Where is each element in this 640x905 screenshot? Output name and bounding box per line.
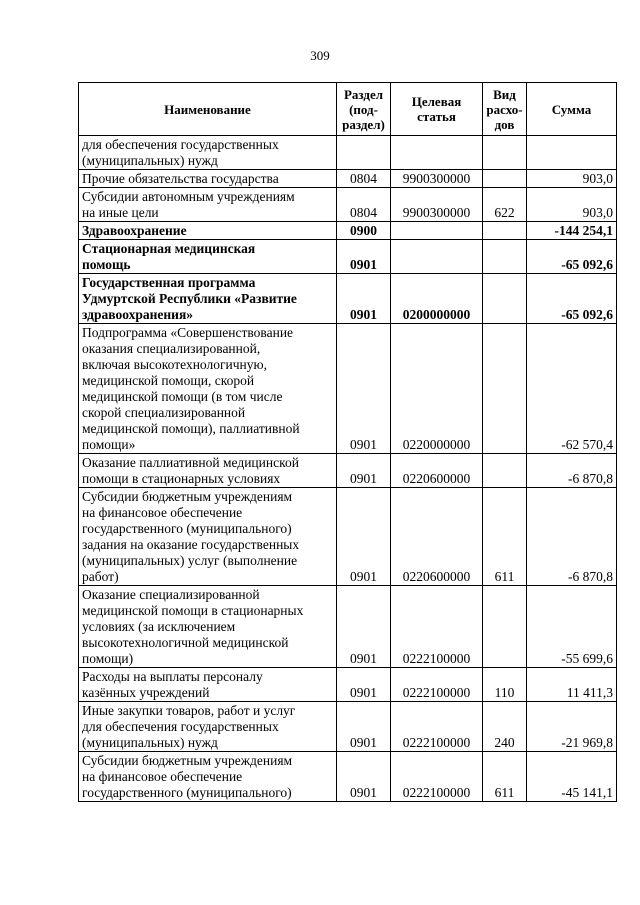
cell-name: Государственная программа Удмуртской Республики «Развитие здравоохранения» — [79, 274, 337, 324]
cell-kind: 110 — [483, 668, 527, 702]
table-row — [79, 324, 617, 454]
cell-kind — [483, 240, 527, 274]
cell-name: для обеспечения государственных (муниципальных) нужд — [79, 136, 337, 170]
cell-name: Субсидии бюджетным учреждениям на финансовое обеспечение государственного (муниципального) — [79, 752, 337, 802]
header-sum: Сумма — [527, 83, 617, 136]
cell-section: 0900 — [337, 222, 391, 240]
cell-kind — [483, 170, 527, 188]
cell-name: Стационарная медицинская помощь — [79, 240, 337, 274]
cell-section: 0804 — [337, 170, 391, 188]
cell-section: 0901 — [337, 240, 391, 274]
cell-target: 0222100000 — [391, 702, 483, 752]
cell-sum — [527, 136, 617, 170]
header-section: Раздел (под- раздел) — [337, 83, 391, 136]
table-row — [79, 586, 617, 668]
page-number: 309 — [310, 48, 330, 63]
cell-section: 0901 — [337, 324, 391, 454]
cell-section: 0901 — [337, 454, 391, 488]
cell-section: 0901 — [337, 586, 391, 668]
cell-sum: -21 969,8 — [527, 702, 617, 752]
cell-sum: -6 870,8 — [527, 454, 617, 488]
cell-kind: 240 — [483, 702, 527, 752]
cell-target: 0220600000 — [391, 454, 483, 488]
table-row — [79, 488, 617, 586]
cell-target: 0220000000 — [391, 324, 483, 454]
table-row — [79, 136, 617, 170]
cell-section: 0901 — [337, 668, 391, 702]
header-kind: Вид расхо- дов — [483, 83, 527, 136]
cell-name: Субсидии бюджетным учреждениям на финансовое обеспечение государственного (муниципального) задания на оказание государственных (муниципальных) услуг (выполнение работ) — [79, 488, 337, 586]
cell-target: 0222100000 — [391, 668, 483, 702]
cell-sum: -62 570,4 — [527, 324, 617, 454]
cell-sum: -144 254,1 — [527, 222, 617, 240]
table-row — [79, 240, 617, 274]
cell-target: 0220600000 — [391, 488, 483, 586]
cell-section — [337, 136, 391, 170]
table-header — [79, 83, 617, 136]
cell-target — [391, 222, 483, 240]
cell-target — [391, 136, 483, 170]
cell-sum: -6 870,8 — [527, 488, 617, 586]
table-row — [79, 274, 617, 324]
table-row — [79, 702, 617, 752]
cell-section: 0901 — [337, 752, 391, 802]
cell-kind — [483, 274, 527, 324]
cell-name: Прочие обязательства государства — [79, 170, 337, 188]
cell-target — [391, 240, 483, 274]
table-body — [79, 136, 617, 802]
cell-section: 0901 — [337, 274, 391, 324]
cell-sum: -65 092,6 — [527, 240, 617, 274]
cell-name: Оказание специализированной медицинской помощи в стационарных условиях (за исключением высокотехнологичной медицинской помощи) — [79, 586, 337, 668]
cell-name: Расходы на выплаты персоналу казённых учреждений — [79, 668, 337, 702]
table-row — [79, 454, 617, 488]
cell-kind — [483, 454, 527, 488]
cell-kind: 611 — [483, 488, 527, 586]
cell-target: 0222100000 — [391, 586, 483, 668]
table-row — [79, 170, 617, 188]
cell-sum: -45 141,1 — [527, 752, 617, 802]
cell-name: Иные закупки товаров, работ и услуг для обеспечения государственных (муниципальных) нужд — [79, 702, 337, 752]
cell-kind — [483, 136, 527, 170]
cell-section: 0901 — [337, 702, 391, 752]
cell-name: Здравоохранение — [79, 222, 337, 240]
cell-sum: 11 411,3 — [527, 668, 617, 702]
cell-name: Подпрограмма «Совершенствование оказания специализированной, включая высокотехнологичную, медицинской помощи, скорой медицинской помощи (в том числе скорой специализированной медицинской помощи), паллиативной помощи» — [79, 324, 337, 454]
cell-kind: 611 — [483, 752, 527, 802]
cell-section: 0901 — [337, 488, 391, 586]
cell-name: Субсидии автономным учреждениям на иные цели — [79, 188, 337, 222]
cell-sum: 903,0 — [527, 188, 617, 222]
table-row — [79, 188, 617, 222]
table-row — [79, 222, 617, 240]
cell-target: 9900300000 — [391, 170, 483, 188]
cell-section: 0804 — [337, 188, 391, 222]
cell-kind — [483, 324, 527, 454]
budget-table — [78, 82, 617, 802]
cell-kind — [483, 222, 527, 240]
cell-name: Оказание паллиативной медицинской помощи в стационарных условиях — [79, 454, 337, 488]
cell-sum: -55 699,6 — [527, 586, 617, 668]
cell-kind: 622 — [483, 188, 527, 222]
header-target: Целевая статья — [391, 83, 483, 136]
header-name: Наименование — [79, 83, 337, 136]
cell-kind — [483, 586, 527, 668]
cell-sum: 903,0 — [527, 170, 617, 188]
cell-target: 9900300000 — [391, 188, 483, 222]
cell-sum: -65 092,6 — [527, 274, 617, 324]
cell-target: 0222100000 — [391, 752, 483, 802]
cell-target: 0200000000 — [391, 274, 483, 324]
table-row — [79, 752, 617, 802]
table-row — [79, 668, 617, 702]
